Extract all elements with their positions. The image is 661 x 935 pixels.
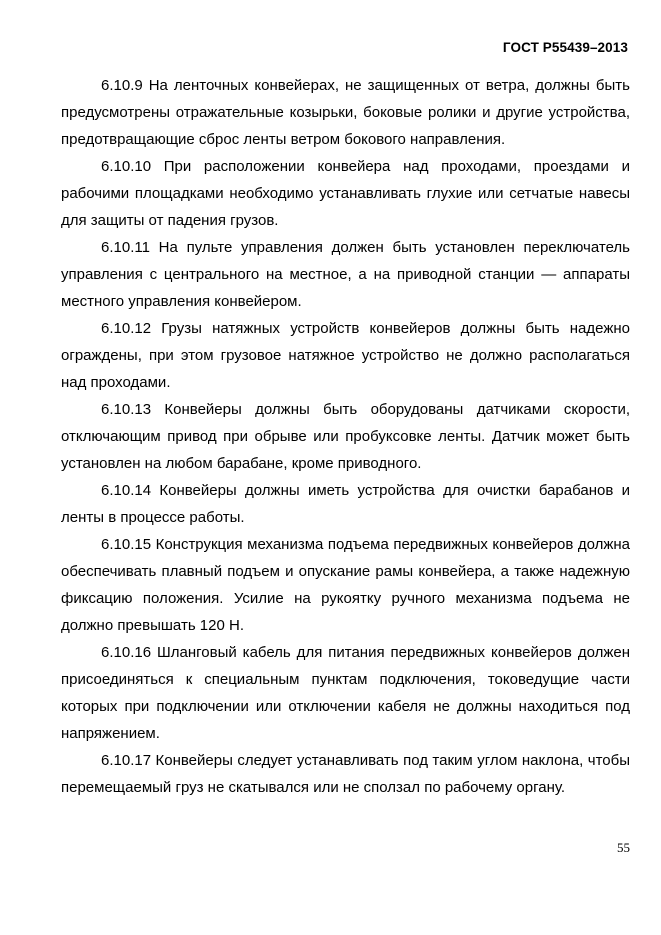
- clause-6-10-12: 6.10.12 Грузы натяжных устройств конвейеров должны быть надежно ограждены, при этом грузовое натяжное устройство не должно располагаться над проходами.: [61, 320, 630, 391]
- clause-6-10-15: 6.10.15 Конструкция механизма подъема передвижных конвейеров должна обеспечивать плавный подъем и опускание рамы конвейера, а также надежную фиксацию положения. Усилие на рукоятку ручного механизма подъема не должно превышать 120 Н.: [61, 536, 630, 634]
- clause-6-10-11: 6.10.11 На пульте управления должен быть установлен переключатель управления с центрального на местное, а на приводной станции — аппараты местного управления конвейером.: [61, 239, 630, 310]
- clause-6-10-13: 6.10.13 Конвейеры должны быть оборудованы датчиками скорости, отключающим привод при обрыве или пробуксовке ленты. Датчик может быть установлен на любом барабане, кроме приводного.: [61, 401, 630, 472]
- clause-6-10-17: 6.10.17 Конвейеры следует устанавливать под таким углом наклона, чтобы перемещаемый груз не скатывался или не сползал по рабочему органу.: [61, 752, 630, 796]
- document-code: ГОСТ Р55439–2013: [502, 40, 628, 55]
- clause-6-10-10: 6.10.10 При расположении конвейера над проходами, проездами и рабочими площадками необходимо устанавливать глухие или сетчатые навесы для защиты от падения грузов.: [61, 158, 630, 229]
- document-body: [61, 72, 630, 801]
- clause-6-10-9: 6.10.9 На ленточных конвейерах, не защищенных от ветра, должны быть предусмотрены отражательные козырьки, боковые ролики и другие устройства, предотвращающие сброс ленты ветром бокового направления.: [61, 77, 630, 148]
- clause-6-10-14: 6.10.14 Конвейеры должны иметь устройства для очистки барабанов и ленты в процессе работы.: [61, 482, 630, 526]
- page-number: 55: [617, 840, 630, 855]
- clause-6-10-16: 6.10.16 Шланговый кабель для питания передвижных конвейеров должен присоединяться к специальным пунктам подключения, токоведущие части которых при подключении или отключении кабеля не должны находиться под напряжением.: [61, 644, 630, 742]
